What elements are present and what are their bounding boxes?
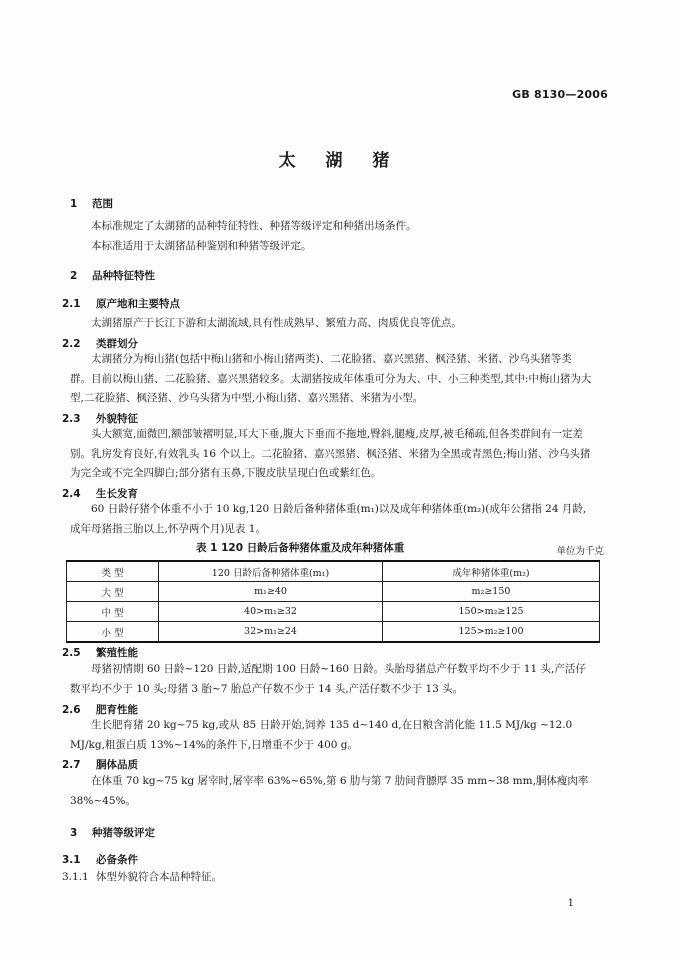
subsection-2-1-heading [62, 296, 180, 311]
subsection-2-2-heading [62, 336, 138, 351]
subsection-title: 原产地和主要特点 [96, 298, 180, 310]
section-number: 2 [70, 270, 78, 282]
page-title: 太 湖 猪 [278, 151, 402, 171]
table-cell: 大 型 [67, 582, 159, 602]
paragraph: 60 日龄仔猪个体重不小于 10 kg,120 日龄后备种猪体重(m₁)以及成年种猪体重(m₂)(成年公猪指 24 月龄,成年母猪指三胎以上,怀孕两个月)见表 1。 [70, 503, 587, 535]
subsection-number: 3.1 [62, 854, 81, 866]
table-cell: m₁≥40 [159, 582, 383, 602]
table-row [67, 622, 600, 643]
subsection-number: 2.3 [62, 413, 81, 425]
paragraph: 头大额宽,面微凹,额部皱褶明显,耳大下垂,腹大下垂而不拖地,臀斜,腿瘦,皮厚,被毛稀疏,但各类群间有一定差别。乳房发育良好,有效乳头 16 个以上。二花脸猪、嘉兴黑猪、枫泾猪、米猪为全黑或青黑色;梅山猪、沙乌头猪为完全或不完全四脚白;部分猪有玉鼻,下腹皮肤呈现白色或紫红色。 [70, 428, 591, 479]
section-title: 品种特征特性 [92, 270, 155, 282]
paragraph: 母猪初情期 60 日龄~120 日龄,适配期 100 日龄~160 日龄。头胎母猪总产仔数平均不少于 11 头,产活仔数平均不少于 10 头;母猪 3 胎~7 胎总产仔数不少于 14 头,产活仔数不少于 13 头。 [70, 663, 586, 695]
standard-number: GB 8130—2006 [512, 88, 608, 101]
subsection-number: 2.1 [62, 298, 81, 310]
table-header-cell: 120 日龄后备种猪体重(m₁) [159, 561, 383, 582]
subsection-title: 肥育性能 [96, 704, 138, 716]
subsection-number: 2.5 [62, 647, 81, 659]
subsection-2-4-heading [62, 486, 138, 501]
subsection-number: 2.7 [62, 759, 81, 771]
subsection-2-6-heading [62, 702, 138, 717]
subsection-number: 2.4 [62, 488, 81, 500]
section-2-heading [70, 268, 155, 283]
table-header-cell: 成年种猪体重(m₂) [383, 561, 600, 582]
subsection-2-7-heading [62, 757, 138, 772]
section-title: 种猪等级评定 [92, 827, 155, 839]
subsection-number: 2.6 [62, 704, 81, 716]
table-cell: 150>m₂≥125 [383, 602, 600, 622]
paragraph: 太湖猪分为梅山猪(包括中梅山猪和小梅山猪两类)、二花脸猪、嘉兴黑猪、枫泾猪、米猪、沙乌头猪等类群。目前以梅山猪、二花脸猪、嘉兴黑猪较多。太湖猪按成年体重可分为大、中、小三种类型,其中:中梅山猪为大型,二花脸猪、枫泾猪、沙乌头猪为中型,小梅山猪、嘉兴黑猪、米猪为小型。 [70, 353, 592, 404]
subsection-title: 生长发育 [96, 488, 138, 500]
subsection-number: 2.2 [62, 338, 81, 350]
table-row [67, 582, 600, 602]
section-number: 3 [70, 827, 78, 839]
clause-text: 体型外貌符合本品种特征。 [96, 871, 222, 883]
paragraph: 太湖猪原产于长江下游和太湖流域,具有性成熟早、繁殖力高、肉质优良等优点。 [91, 317, 462, 329]
table-unit: 单位为千克 [556, 546, 604, 557]
page-number: 1 [567, 898, 574, 909]
subsection-3-1-heading [62, 852, 138, 867]
clause-number: 3.1.1 [62, 871, 89, 883]
table-cell: 40>m₁≥32 [159, 602, 383, 622]
paragraph: 在体重 70 kg~75 kg 屠宰时,屠宰率 63%~65%,第 6 肋与第 7 肋间背膘厚 35 mm~38 mm,胴体瘦肉率 38%~45%。 [70, 775, 589, 807]
weight-table [66, 560, 600, 643]
section-number: 1 [70, 198, 78, 210]
section-3-heading [70, 825, 155, 840]
table-cell: 中 型 [67, 602, 159, 622]
section-1-heading [70, 196, 113, 211]
paragraph: 本标准规定了太湖猪的品种特征特性、种猪等级评定和种猪出场条件。 [91, 220, 417, 232]
subsection-2-3-heading [62, 411, 138, 426]
table-header-cell: 类 型 [67, 561, 159, 582]
subsection-title: 必备条件 [96, 854, 138, 866]
subsection-title: 类群划分 [96, 338, 138, 350]
subsection-title: 胴体品质 [96, 759, 138, 771]
clause-3-1-1 [62, 869, 222, 884]
section-title: 范围 [92, 198, 113, 210]
table-caption: 表 1 120 日龄后备种猪体重及成年种猪体重 [196, 542, 405, 554]
table-cell: 小 型 [67, 622, 159, 643]
subsection-title: 繁殖性能 [96, 647, 138, 659]
table-header-row [67, 561, 600, 582]
subsection-2-5-heading [62, 645, 138, 660]
paragraph: 生长肥育猪 20 kg~75 kg,或从 85 日龄开始,饲养 135 d~140 d,在日粮含消化能 11.5 MJ/kg ~12.0 MJ/kg,粗蛋白质 13%~14%的条件下,日增重不少于 400 g。 [70, 719, 573, 751]
table-row [67, 602, 600, 622]
table-cell: m₂≥150 [383, 582, 600, 602]
table-cell: 32>m₁≥24 [159, 622, 383, 643]
subsection-title: 外貌特征 [96, 413, 138, 425]
table-cell: 125>m₂≥100 [383, 622, 600, 643]
paragraph: 本标准适用于太湖猪品种鉴别和种猪等级评定。 [91, 240, 312, 252]
